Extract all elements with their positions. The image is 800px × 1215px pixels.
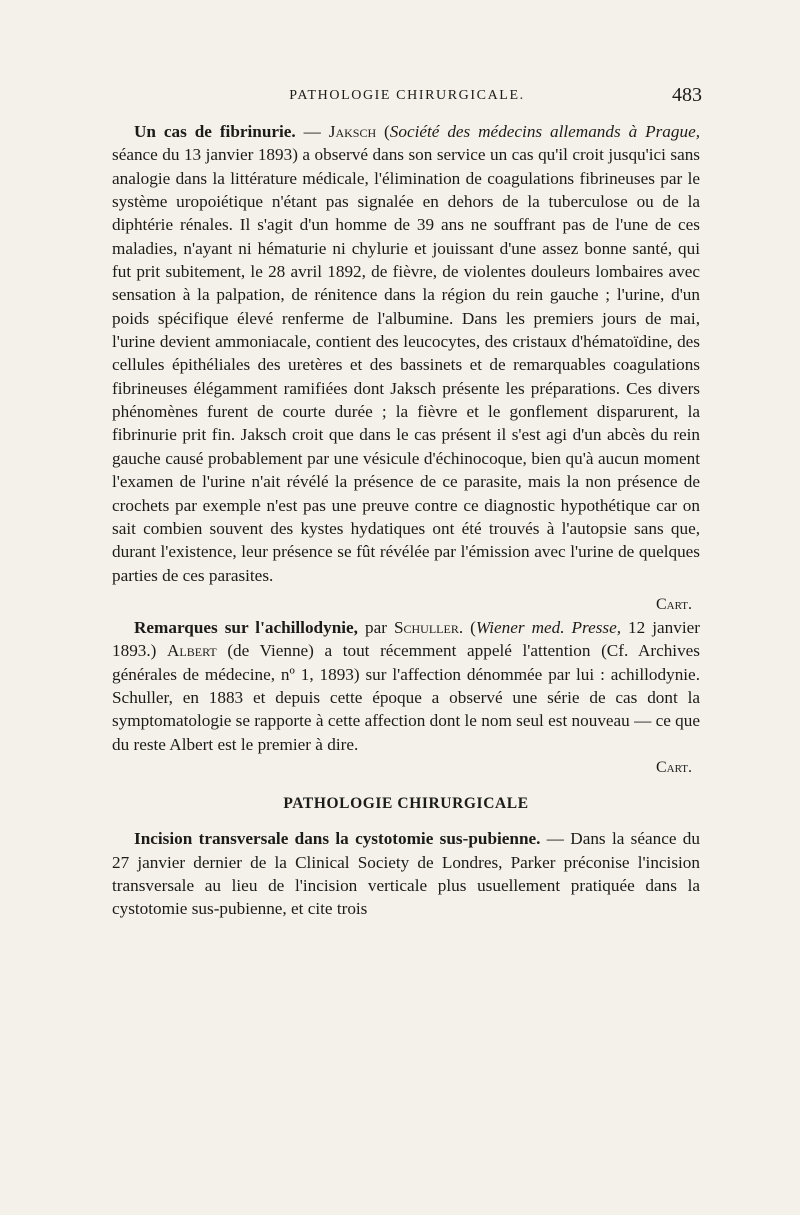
article-title: Un cas de fibrinurie. bbox=[134, 122, 296, 141]
section-title: PATHOLOGIE CHIRURGICALE bbox=[283, 794, 529, 812]
article-achillodynie bbox=[112, 616, 700, 756]
article-body: (de Vienne) a tout récemment appelé l'attention (Cf. Archives générales de médecine, nº 1, 1893) sur l'affection dénommée par lui : achillodynie. Schuller, en 1883 et depuis cette époque a observé une série de cas dont la symptomatologie se rapporte à cette affection dont le nom seul est nouveau — ce que du reste Albert est le premier à dire. bbox=[112, 641, 700, 754]
paren: ( bbox=[463, 617, 476, 637]
dash: — bbox=[295, 122, 329, 141]
article-title: Remarques sur l'achillodynie, bbox=[134, 617, 358, 637]
running-head bbox=[112, 84, 702, 118]
author-name: Schuller. bbox=[393, 617, 464, 637]
article-fibrinurie bbox=[112, 120, 700, 587]
signature: Cart. bbox=[655, 758, 692, 776]
connector-text: par bbox=[357, 617, 394, 637]
article-body: 12 janvier 1893.) bbox=[112, 617, 700, 661]
source-citation: Wiener med. Presse, bbox=[475, 617, 622, 637]
source-citation: Société des médecins allemands à Prague, bbox=[389, 122, 700, 141]
page-number: 483 bbox=[672, 84, 702, 106]
paren: ( bbox=[376, 122, 390, 141]
article-title: Incision transversale dans la cystotomie sus-pubienne. bbox=[134, 829, 541, 849]
author-name: Jaksch bbox=[328, 122, 377, 141]
author-name: Albert bbox=[167, 641, 217, 661]
article-body: — Dans la séance du 27 janvier dernier de la Clinical Society de Londres, Parker préconise l'incision transversale au lieu de l'incision verticale plus usuellement pratiquée dans la cystotomie sus-pubienne, et cite trois bbox=[112, 829, 700, 919]
running-title: PATHOLOGIE CHIRURGICALE. bbox=[289, 88, 525, 103]
signature: Cart. bbox=[655, 595, 692, 613]
article-cystotomie bbox=[112, 827, 700, 920]
article-body: séance du 13 janvier 1893) a observé dans son service un cas qu'il croit jusqu'ici sans analogie dans la littérature médicale, l'élimination de coagulations fibrineuses par le système uropoiétique n'étant pas signalée en dehors de la tuberculose ou de la diphtérie rénales. Il s'agit d'un homme de 39 ans ne souffrant pas de l'une de ces maladies, n'ayant ni hématurie ni chylurie et jouissant d'une assez bonne santé, qui fut prit subitement, le 28 avril 1892, de fièvre, de violentes douleurs lombaires avec sensation à la palpation, de rénitence dans la région du rein gauche ; l'urine, d'un poids spécifique élevé renferme de l'albumine. Dans les premiers jours de mai, l'urine devient ammoniacale, contient des leucocytes, des cristaux d'hématoïdine, des cellules épithéliales des uretères et des bassinets et de remarquables coagulations fibrineuses élégamment ramifiées dont Jaksch présente les préparations. Ces divers phénomènes furent de courte durée ; la fièvre et le gonflement disparurent, la fibrinurie prit fin. Jaksch croit que dans le cas présent il s'est agi d'un abcès du rein gauche causé probablement par une vésicule d'échinocoque, bien qu'à aucun moment l'examen de l'urine n'ait révélé la présence de ce parasite, mais la non présence de crochets par exemple n'est pas une preuve contre ce diagnostic hypothétique car on sait combien souvent des kystes hydatiques ont été trouvés à l'autopsie sans que, durant l'existence, leur présence se fût révélée par l'émission avec l'urine de quelques parties de ces parasites. bbox=[112, 145, 700, 585]
body-text bbox=[112, 120, 700, 921]
